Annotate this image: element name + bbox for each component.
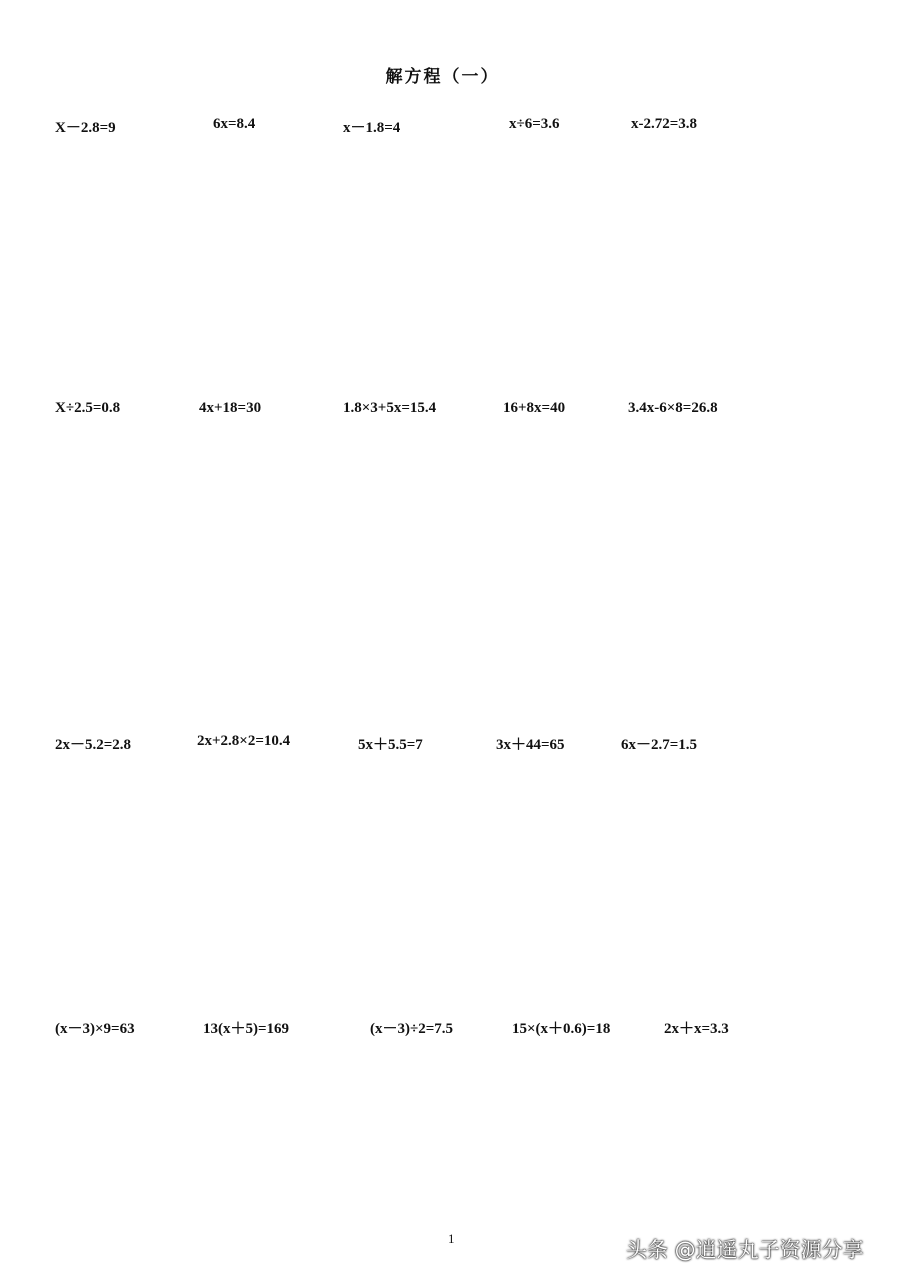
equation: x÷6=3.6 (509, 116, 560, 132)
equation: 2x－5.2=2.8 (55, 737, 132, 753)
equation: 3.4x-6×8=26.8 (628, 400, 718, 416)
equation: 4x+18=30 (199, 400, 262, 416)
equation: (x－3)÷2=7.5 (370, 1021, 454, 1037)
equation: 3x＋44=65 (496, 737, 565, 753)
equation: 15×(x＋0.6)=18 (512, 1021, 611, 1037)
equation: 2x＋x=3.3 (664, 1021, 729, 1037)
page-title: 解方程（一） (385, 67, 500, 86)
equation: 6x－2.7=1.5 (621, 737, 698, 753)
equation: (x－3)×9=63 (55, 1021, 135, 1037)
equation: 16+8x=40 (503, 400, 566, 416)
equation: 5x＋5.5=7 (358, 737, 423, 753)
equation: x－1.8=4 (343, 120, 401, 136)
equation: 1.8×3+5x=15.4 (343, 400, 437, 416)
equation: X÷2.5=0.8 (55, 400, 121, 416)
equation: 2x+2.8×2=10.4 (197, 733, 291, 749)
equation: 6x=8.4 (213, 116, 256, 132)
page-number: 1 (448, 1231, 455, 1246)
watermark: 头条 @逍遥丸子资源分享 (626, 1238, 864, 1262)
equation: x-2.72=3.8 (631, 116, 698, 132)
equation: 13(x＋5)=169 (203, 1021, 290, 1037)
equation: X－2.8=9 (55, 120, 116, 136)
